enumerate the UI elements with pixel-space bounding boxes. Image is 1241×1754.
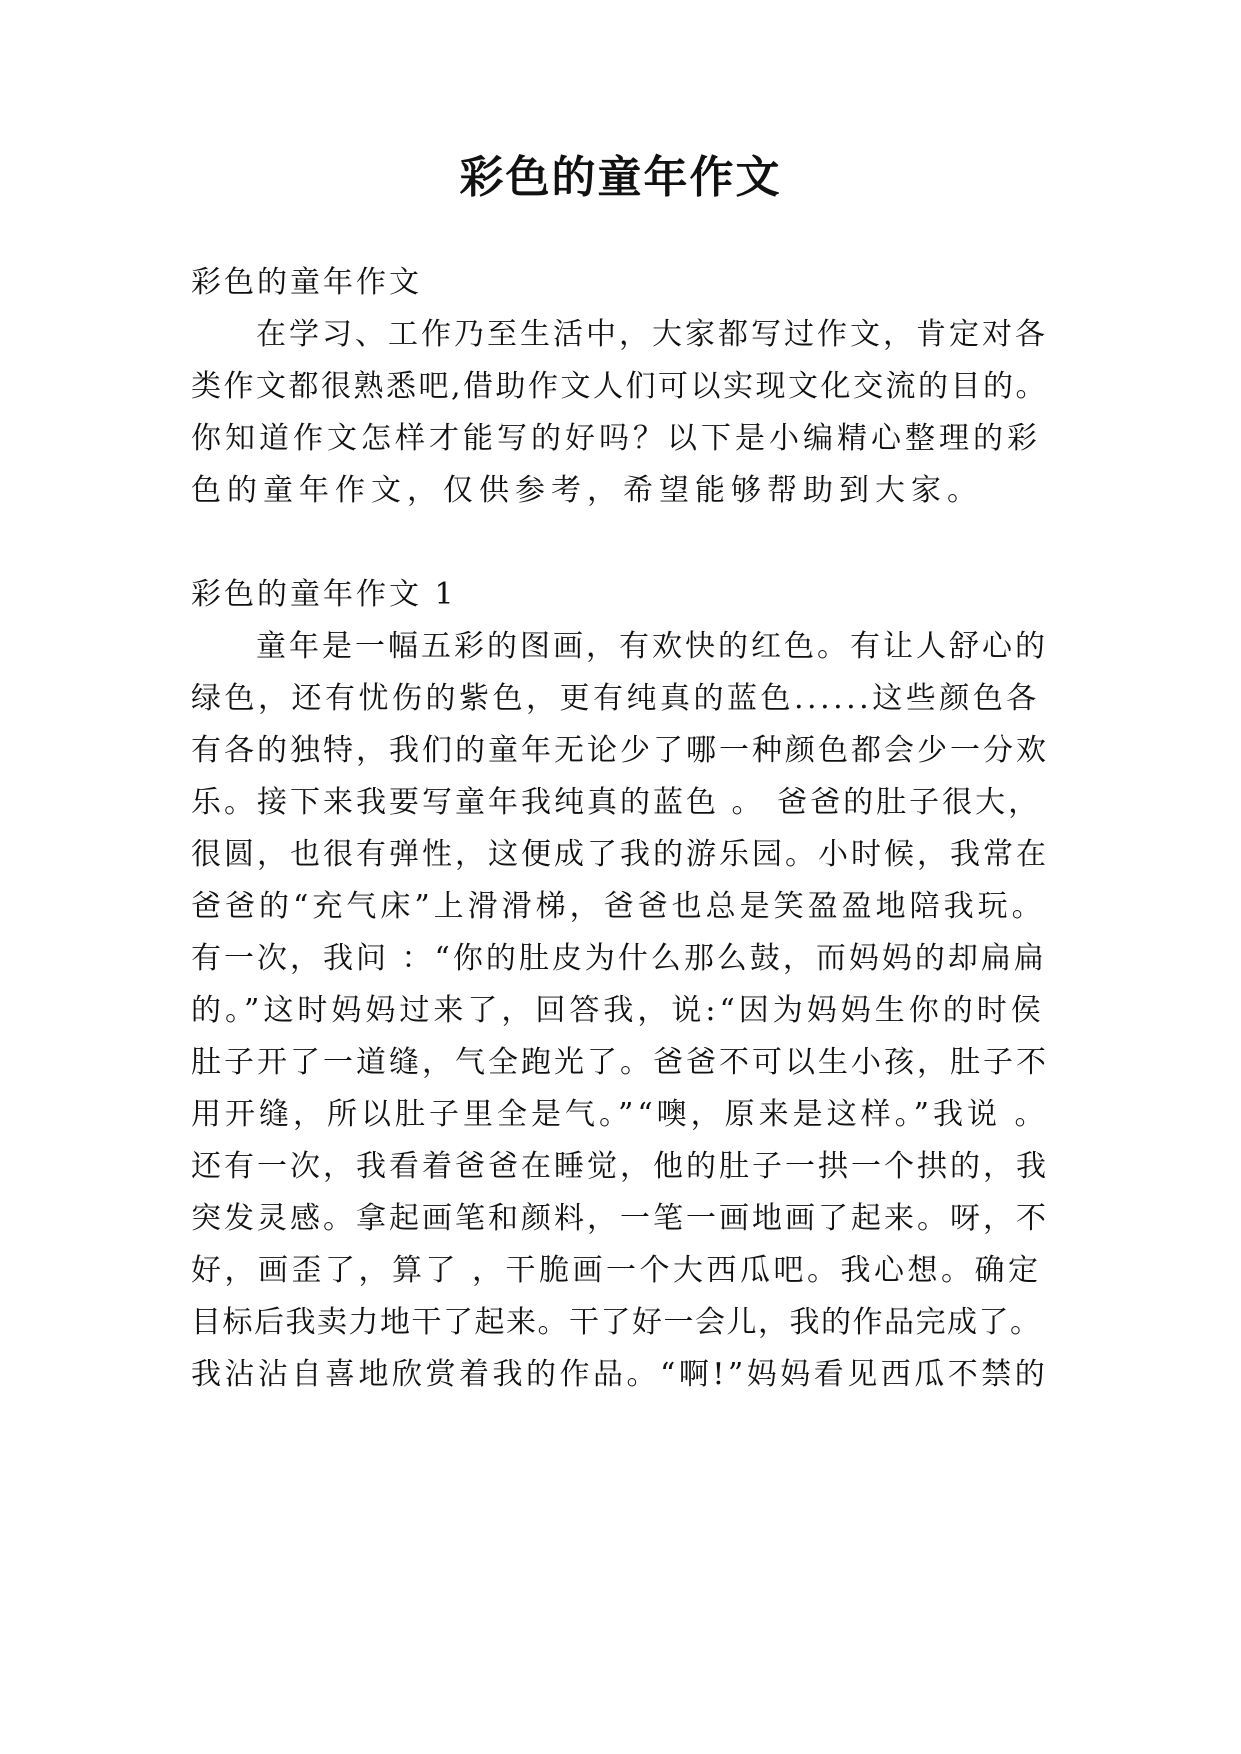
essay1-line: 有一次，我问 ：“你的肚皮为什么那么鼓，而妈妈的却扁扁 <box>191 941 1047 976</box>
essay1-line: 的。”这时妈妈过来了，回答我，说:“因为妈妈生你的时侯 <box>191 993 1045 1028</box>
essay1-line: 突发灵感。拿起画笔和颜料，一笔一画地画了起来。呀，不 <box>191 1201 1049 1236</box>
intro-line: 色的童年作文，仅供参考，希望能够帮助到大家。 <box>191 473 983 508</box>
essay1-line: 绿色，还有忧伤的紫色，更有纯真的蓝色......这些颜色各 <box>191 681 1040 716</box>
essay1-line: 肚子开了一道缝，气全跑光了。爸爸不可以生小孩，肚子不 <box>191 1045 1049 1080</box>
document-title: 彩色的童年作文 <box>459 152 782 203</box>
essay1-line: 目标后我卖力地干了起来。干了好一会儿，我的作品完成了。 <box>191 1305 1042 1340</box>
intro-line: 类作文都很熟悉吧,借助作文人们可以实现文化交流的目的。 <box>191 369 1049 404</box>
essay1-line: 用开缝，所以肚子里全是气。”“噢，原来是这样。”我说 。 <box>191 1097 1049 1132</box>
essay1-line: 很圆，也很有弹性，这便成了我的游乐园。小时候，我常在 <box>191 837 1049 872</box>
essay1-line: 爸爸的“充气床”上滑滑梯，爸爸也总是笑盈盈地陪我玩。 <box>191 889 1046 924</box>
essay1-line: 还有一次，我看着爸爸在睡觉，他的肚子一拱一个拱的，我 <box>191 1149 1049 1184</box>
essay1-line: 好，画歪了，算了 ，干脆画一个大西瓜吧。我心想。确定 <box>191 1253 1042 1288</box>
essay1-line: 有各的独特，我们的童年无论少了哪一种颜色都会少一分欢 <box>191 733 1049 768</box>
essay1-line: 童年是一幅五彩的图画，有欢快的红色。有让人舒心的 <box>256 629 1048 664</box>
essay1-line: 乐。接下来我要写童年我纯真的蓝色 。 爸爸的肚子很大， <box>191 785 1042 820</box>
intro-line: 在学习、工作乃至生活中，大家都写过作文，肯定对各 <box>256 317 1048 352</box>
intro-heading: 彩色的童年作文 <box>191 265 422 300</box>
intro-line: 你知道作文怎样才能写的好吗？以下是小编精心整理的彩 <box>191 421 1041 456</box>
essay1-line: 我沾沾自喜地欣赏着我的作品。“啊!”妈妈看见西瓜不禁的 <box>191 1357 1049 1392</box>
essay1-heading: 彩色的童年作文 1 <box>191 577 457 612</box>
